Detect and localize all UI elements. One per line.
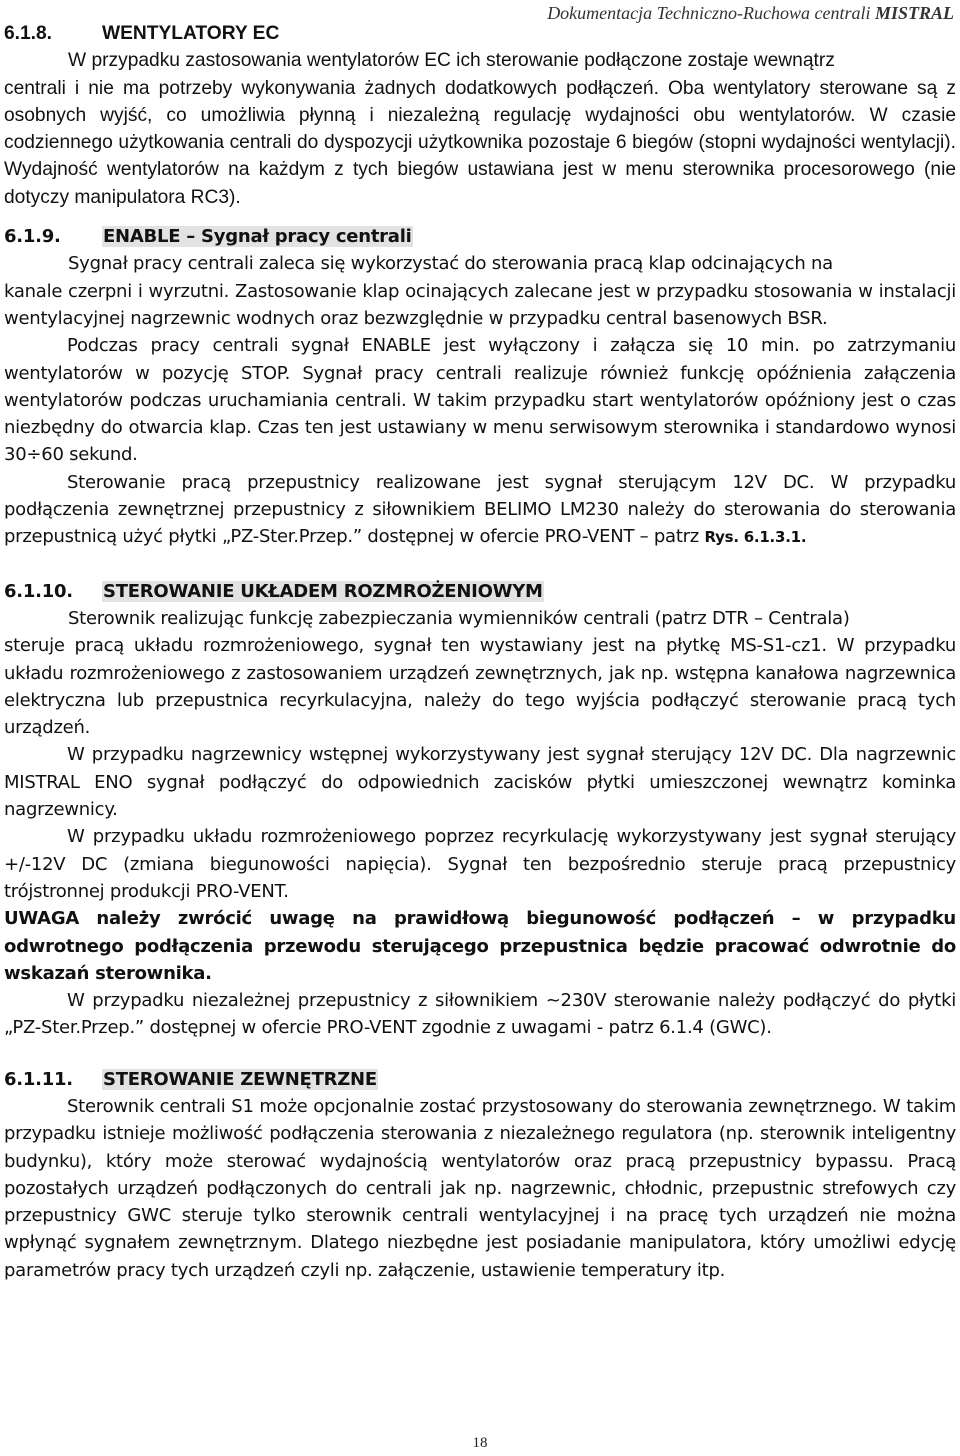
section-heading (4, 578, 956, 605)
section-heading (4, 20, 956, 47)
paragraph (4, 469, 956, 552)
section-heading (4, 1066, 956, 1093)
paragraph-lead: Sygnał pracy centrali zaleca się wykorzystać do sterowania pracą klap odcinających na (68, 253, 833, 275)
warning-note: UWAGA należy zwrócić uwagę na prawidłową biegunowość podłączeń – w przypadku odwrotnego podłączenia przewodu sterującego przepustnica będzie pracować odwrotnie do wskazań sterownika. (4, 908, 956, 984)
section-6-1-11 (4, 1066, 956, 1284)
section-title: STEROWANIE ZEWNĘTRZNE (103, 1068, 377, 1090)
section-title: ENABLE – Sygnał pracy centrali (103, 226, 412, 248)
page-number: 18 (472, 1435, 488, 1451)
paragraph: W przypadku układu rozmrożeniowego poprzez recyrkulację wykorzystywany jest sygnał sterujący +/-12V DC (zmiana biegunowości napięcia). Sygnał ten bezpośrednio steruje pracą przepustnicy trójstronnej produkcji PRO-VENT. (4, 826, 956, 902)
section-title: WENTYLATORY EC (102, 23, 280, 44)
paragraph-lead: Sterownik realizując funkcję zabezpieczania wymienników centrali (patrz DTR – Centrala) (68, 607, 850, 629)
paragraph: kanale czerpni i wyrzutni. Zastosowanie klap ocinających zalecane jest w przypadku stosowania w instalacji wentylacyjnej nagrzewnic wodnych oraz bezwzględnie w przypadku central basenowych BSR. (4, 280, 956, 329)
paragraph-text: Sterowanie pracą przepustnicy realizowane jest sygnał sterującym 12V DC. W przypadku podłączenia zewnętrznej przepustnicy z siłownikiem BELIMO LM230 należy do sterowania do sterowania przepustnicą użyć płytki „PZ-Ster.Przep.” dostępnej w ofercie PRO-VENT – patrz (4, 471, 956, 548)
paragraph-lead: W przypadku zastosowania wentylatorów EC ich sterowanie podłączone zostaje wewnątrz (68, 50, 835, 72)
doc-brand: MISTRAL (874, 3, 954, 23)
document-page (4, 20, 956, 1284)
paragraph: W przypadku niezależnej przepustnicy z siłownikiem ~230V sterowanie należy podłączyć do płytki „PZ-Ster.Przep.” dostępnej w ofercie PRO-VENT zgodnie z uwagami - patrz 6.1.4 (GWC). (4, 990, 956, 1039)
paragraph: Sterownik centrali S1 może opcjonalnie zostać przystosowany do sterowania zewnętrznego. W takim przypadku istnieje możliwość podłączenia sterowania z niezależnego regulatora (np. sterownik inteligentny budynku), który może sterować wydajnością wentylatorów oraz pracą przepustnicy bypassu. Pracą pozostałych urządzeń podłączonych do centrali jak np. nagrzewnic, chłodnic, przepustnic strefowych czy przepustnicy GWC steruje tylko sterownik centrali wentylacyjnej i na pracę tych urządzeń nie można wpłynąć sygnałem zewnętrznym. Dlatego niezbędne jest posiadanie manipulatora, który umożliwi edycję parametrów pracy tych urządzeń czyli np. załączenie, ustawienie temperatury itp. (4, 1095, 956, 1281)
section-6-1-9 (4, 223, 956, 552)
paragraph: W przypadku nagrzewnicy wstępnej wykorzystywany jest sygnał sterujący 12V DC. Dla nagrzewnic MISTRAL ENO sygnał podłączyć do odpowiednich zacisków płytki umieszczonej wewnątrz kominka nagrzewnicy. (4, 744, 956, 821)
section-number: 6.1.10. (4, 580, 73, 602)
figure-reference: Rys. 6.1.3.1. (704, 528, 807, 547)
section-number: 6.1.11. (4, 1068, 73, 1090)
section-6-1-10 (4, 578, 956, 1042)
section-number: 6.1.8. (4, 23, 53, 44)
section-number: 6.1.9. (4, 226, 61, 248)
paragraph: steruje pracą układu rozmrożeniowego, sygnał ten wystawiany jest na płytkę MS-S1-cz1. W przypadku układu rozmrożeniowego z zastosowaniem urządzeń zewnętrznych, jak np. wstępna kanałowa nagrzewnica elektryczna lub przepustnica recyrkulacyjna, należy do tego wyjścia podłączyć sterowanie pracą tych urządzeń. (4, 635, 956, 739)
paragraph: Podczas pracy centrali sygnał ENABLE jest wyłączony i załącza się 10 min. po zatrzymaniu wentylatorów w pozycję STOP. Sygnał pracy centrali realizuje również funkcję opóźnienia załączenia wentylatorów podczas uruchamiania centrali. W takim przypadku start wentylatorów opóźniony jest o czas niezbędny do otwarcia klap. Czas ten jest ustawiany w menu serwisowym sterownika i standardowo wynosi 30÷60 sekund. (4, 335, 956, 466)
doc-title: Dokumentacja Techniczno-Ruchowa centrali (547, 3, 871, 23)
section-heading (4, 223, 956, 250)
section-6-1-8 (4, 20, 956, 211)
paragraph: centrali i nie ma potrzeby wykonywania żadnych dodatkowych podłączeń. Oba wentylatory sterowane są z osobnych wyjść, co umożliwia płynną i niezależną regulację wydajności obu wentylatorów. W czasie codziennego użytkowania centrali do dyspozycji użytkownika pozostaje 6 biegów (stopni wydajności wentylacji). Wydajność wentylatorów na każdym z tych biegów ustawiana jest w menu sterownika procesorowego (nie dotyczy manipulatora RC3). (4, 77, 956, 208)
section-title: STEROWANIE UKŁADEM ROZMROŻENIOWYM (103, 580, 543, 602)
